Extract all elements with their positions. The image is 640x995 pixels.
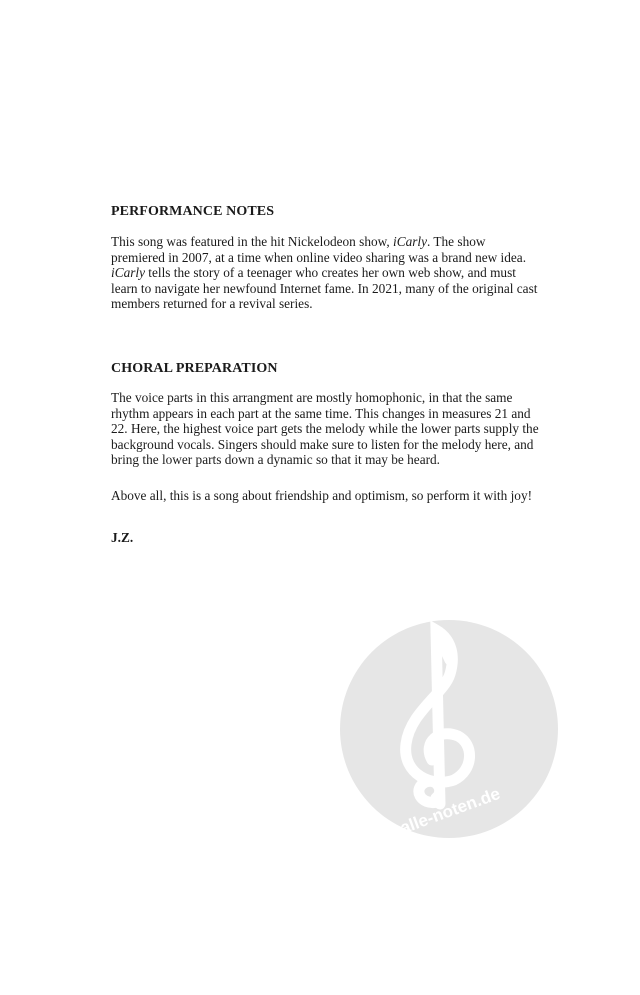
pn-show-title-1: iCarly xyxy=(393,234,427,249)
author-signature: J.Z. xyxy=(111,530,134,545)
performance-notes-heading: PERFORMANCE NOTES xyxy=(111,204,275,219)
choral-preparation-paragraph-1: The voice parts in this arrangment are mostly homophonic, in that the same rhythm appears in each part at the same time. This changes in measures 21 and 22. Here, the highest voice part gets the melody while the lower parts supply the background vocals. Singers should make sure to listen for the melody here, and bring the lower parts down a dynamic so that it may be heard. xyxy=(111,390,539,468)
pn-text-2: . The show premiered in 2007, at a time when online video sharing was a brand new idea. xyxy=(111,234,527,265)
pn-show-title-2: iCarly xyxy=(111,265,145,281)
pn-text-3: tells the story of a teenager who creates her own web show, and must learn to navigate her newfound Internet fame. In 2021, many of the original cast members returned for a revival series. xyxy=(111,265,538,312)
choral-preparation-paragraph-2: Above all, this is a song about friendship and optimism, so perform it with joy! xyxy=(111,488,533,503)
performance-notes-paragraph xyxy=(111,234,541,312)
watermark-text: alle-noten.de xyxy=(397,783,503,838)
pn-text-1: This song was featured in the hit Nickelodeon show, xyxy=(111,234,394,249)
choral-preparation-heading: CHORAL PREPARATION xyxy=(111,361,278,376)
watermark-logo xyxy=(340,620,558,838)
